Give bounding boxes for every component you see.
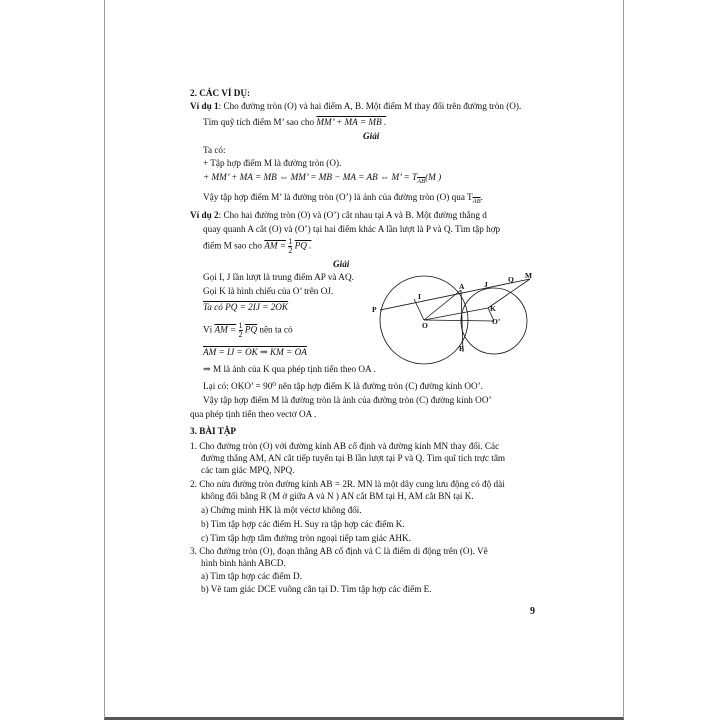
example-1-label: Ví dụ 1 (190, 101, 219, 111)
label-o-prime: O’ (492, 317, 501, 326)
example-2-formula-right: PQ . (294, 240, 312, 251)
label-p: P (372, 305, 377, 314)
section-3-heading: 3. BÀI TẬP (190, 426, 237, 436)
example-2-step-4-left: AM = (214, 324, 237, 335)
segment-oo-prime (424, 320, 494, 321)
example-2-step-4-fraction (239, 322, 243, 339)
example-1-step-2-end: (M ) (425, 172, 442, 182)
example-2-step-3: Ta có PQ = 2IJ = 2OK (203, 302, 289, 312)
problem-2-item-b: b) Tìm tập hợp các điểm H. Suy ra tập hợp các điểm K. (201, 519, 405, 529)
example-2-step-4-prefix: Vì (203, 324, 213, 335)
example-2-step-2: Gọi K là hình chiếu của O’ trên OJ. (203, 286, 334, 296)
label-j: J (484, 280, 488, 289)
example-2-label: Ví dụ 2 (190, 210, 219, 220)
problem-3-item-b: b) Vẽ tam giác DCE vuông cân tại D. Tìm tập hợp các điểm E. (201, 584, 432, 594)
example-2-text: : Cho hai đường tròn (O) và (O’) cắt nhau tại A và B. Một đường thẳng d (218, 210, 487, 220)
problem-3-item-a: a) Tìm tập hợp các điểm D. (201, 571, 302, 581)
solution-heading-1: Giải (363, 131, 380, 141)
label-b: B (459, 344, 465, 353)
example-2-line-2: quay quanh A cắt (O) và (O’) tại hai điểm khác A lần lượt là P và Q. Tìm tập hợp (203, 224, 501, 234)
label-o: O (422, 321, 428, 330)
label-k: K (490, 304, 496, 313)
example-2-frac-num: 1 (288, 237, 293, 246)
example-2-step-4-right: $\overline{PQ}$ (244, 324, 258, 335)
example-2-step-1: Gọi I, J lần lượt là trung điểm AP và AQ. (203, 272, 354, 282)
example-2-step-5: AM = IJ = OK ⇒ KM = OA (203, 347, 307, 357)
example-1-text: : Cho đường tròn (O) và hai điểm A, B. Một điểm M thay đổi trên đường tròn (O). (218, 101, 522, 111)
example-1-conclusion-sub: AB (472, 197, 481, 205)
example-2-step-4-den: 2 (238, 330, 243, 339)
problem-2-line-2: không đổi bằng R (M ở giữa A và N ) AN cắt BM tại H, AM cắt BN tại K. (201, 491, 474, 501)
label-q: Q (508, 275, 514, 284)
example-2-statement (190, 210, 487, 221)
example-1-step-2-formula: + MM’ + MA = MB ⇔ MM’ = MB − MA = AB ⇔ M’ = T (203, 172, 418, 182)
label-a: A (459, 282, 465, 291)
problem-2-item-a: a) Chứng minh HK là một véctơ không đổi. (201, 505, 362, 515)
problem-3-line-1: 3. Cho đường tròn (O), đoạn thẳng AB cố định và C là điểm di động trên (O). Vẽ (190, 546, 488, 556)
example-1-conclusion-end: . (480, 192, 483, 202)
problem-3-line-2: hình bình hành ABCD. (201, 558, 286, 568)
example-2-fraction (288, 238, 292, 255)
example-1-task-text: Tìm quỹ tích điểm M’ sao cho (203, 117, 315, 127)
example-2-step-7: Lại có: OKO’ = 90⁰ nên tập hợp điểm K là đường tròn (C) đường kính OO’. (203, 381, 483, 391)
label-m: M (525, 271, 533, 280)
example-2-line-3-text: điểm M sao cho (203, 240, 262, 251)
label-i: I (418, 292, 421, 301)
example-2-line-3 (203, 238, 311, 255)
example-2-step-6: ⇒ M là ảnh của K qua phép tịnh tiến theo OA . (203, 364, 376, 374)
segment-ok (424, 308, 488, 320)
example-1-conclusion (203, 192, 483, 207)
problem-1-line-1: 1. Cho đường tròn (O) với đường kính AB cố định và đường kính MN thay đổi. Các (190, 441, 500, 451)
example-1-statement (190, 101, 521, 112)
problem-1-line-2: đường thẳng AM, AN cắt tiếp tuyến tại B lần lượt tại P và Q. Tìm quĩ tích trực tâm (201, 453, 506, 463)
example-1-step-1: + Tập hợp điểm M là đường tròn (O). (203, 158, 342, 168)
example-2-step-4-suffix: nên ta có (259, 324, 293, 335)
problem-2-line-1: 2. Cho nửa đường tròn đường kính AB = 2R. MN là một dây cung lưu động có độ dài (190, 479, 505, 489)
example-2-step-8: Vậy tập hợp điểm M là đường tròn là ảnh của đường tròn (C) đường kính OO’ (203, 395, 492, 405)
example-2-step-4 (203, 322, 293, 339)
example-1-task (203, 117, 386, 128)
section-2-heading: 2. CÁC VÍ DỤ: (190, 88, 251, 98)
example-1-task-formula: MM’ + MA = MB . (316, 117, 387, 127)
example-2-step-4-num: 1 (238, 321, 243, 330)
example-2-step-9: qua phép tịnh tiến theo vectơ OA . (190, 409, 317, 419)
solution-heading-2: Giải (333, 259, 350, 269)
example-1-step-2 (203, 172, 441, 187)
problem-1-line-3: các tam giác MPQ, NPQ. (201, 465, 295, 475)
example-2-formula-left: AM = (264, 240, 287, 251)
page-number: 9 (530, 606, 535, 617)
problem-2-item-c: c) Tìm tập hợp tâm đường tròn ngoại tiếp tam giác AHK. (201, 533, 411, 543)
example-2-frac-den: 2 (288, 246, 293, 255)
geometry-figure (368, 266, 550, 370)
example-1-ta-co: Ta có: (203, 145, 226, 155)
example-1-step-2-sub: AB (417, 177, 426, 185)
segment-oa (424, 290, 461, 320)
example-1-conclusion-text: Vậy tập hợp điểm M’ là đường tròn (O’) là ảnh của đường tròn (O) qua T (203, 192, 473, 202)
